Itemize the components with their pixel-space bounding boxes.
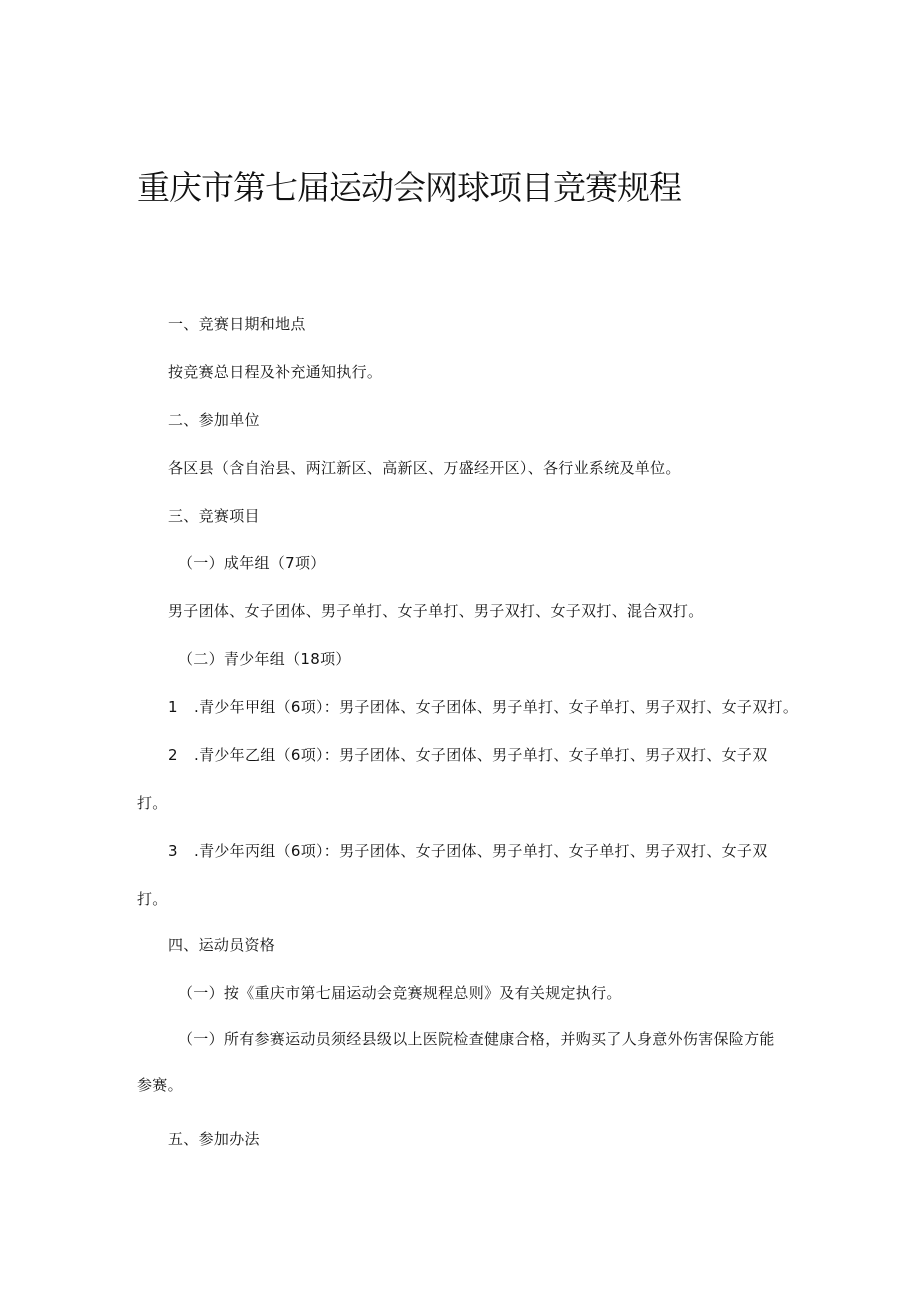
list-item-continuation: 打。 (137, 794, 168, 812)
section-2-heading: 二、参加单位 (168, 411, 260, 429)
list-item-number: 1 (168, 698, 178, 716)
list-item (168, 697, 798, 717)
list-item (168, 745, 768, 765)
section-1-heading: 一、竞赛日期和地点 (168, 315, 306, 333)
section-4-paragraph-2: （一）所有参赛运动员须经县级以上医院检查健康合格，并购买了人身意外伤害保险方能 (178, 1030, 775, 1048)
section-5-heading: 五、参加办法 (168, 1130, 260, 1148)
list-item-text: .青少年甲组（6项）：男子团体、女子团体、男子单打、女子单打、男子双打、女子双打。 (194, 698, 799, 716)
list-item-text: .青少年丙组（6项）：男子团体、女子团体、男子单打、女子单打、男子双打、女子双 (194, 842, 768, 860)
section-4-paragraph-1: （一）按《重庆市第七届运动会竞赛规程总则》及有关规定执行。 (178, 984, 622, 1002)
list-item-continuation: 打。 (137, 890, 168, 908)
section-3-subheading-youth: （二）青少年组（18项） (178, 650, 351, 668)
document-title: 重庆市第七届运动会网球项目竞赛规程 (137, 168, 681, 207)
section-3-subheading-adult: （一）成年组（7项） (178, 554, 326, 572)
list-item (168, 841, 768, 861)
section-2-text: 各区县（含自治县、两江新区、高新区、万盛经开区）、各行业系统及单位。 (168, 459, 681, 477)
list-item-number: 3 (168, 842, 178, 860)
list-item-text: .青少年乙组（6项）：男子团体、女子团体、男子单打、女子单打、男子双打、女子双 (194, 746, 768, 764)
section-3-heading: 三、竞赛项目 (168, 507, 260, 525)
section-4-heading: 四、运动员资格 (168, 936, 276, 954)
list-item-number: 2 (168, 746, 178, 764)
section-1-text: 按竞赛总日程及补充通知执行。 (168, 363, 383, 381)
section-3-adult-events: 男子团体、女子团体、男子单打、女子单打、男子双打、女子双打、混合双打。 (168, 602, 704, 620)
section-4-paragraph-2-continuation: 参赛。 (137, 1076, 183, 1094)
